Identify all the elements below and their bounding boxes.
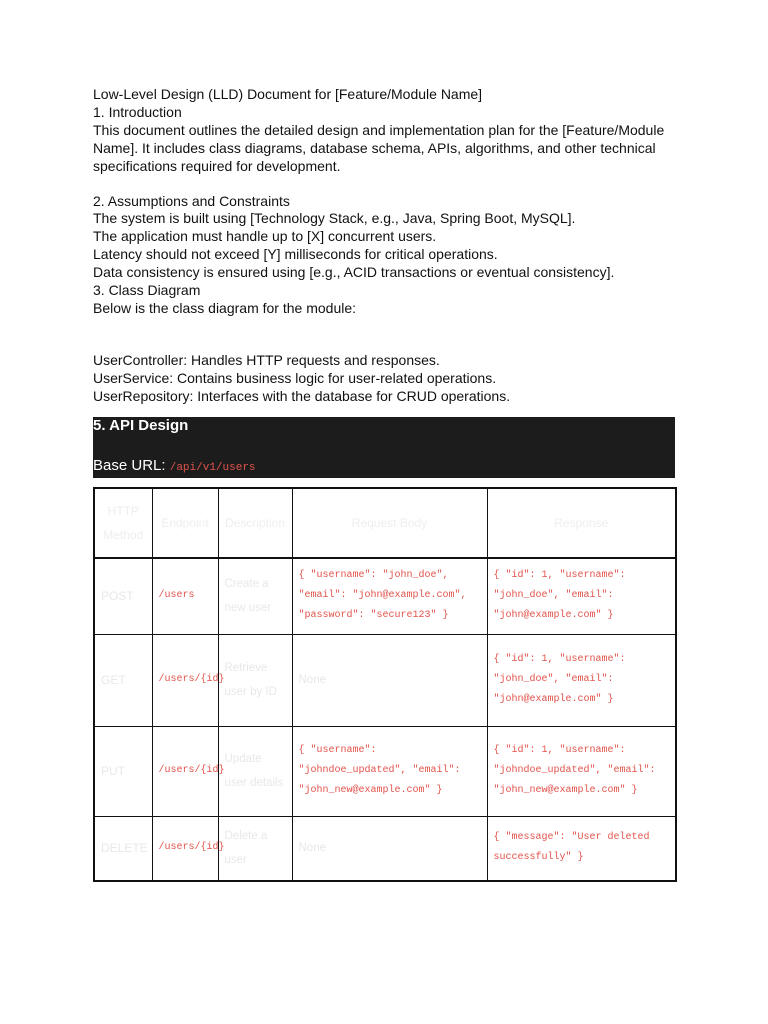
- assumptions-heading: 2. Assumptions and Constraints: [93, 192, 290, 209]
- class-item: UserService: Contains business logic for user-related operations.: [93, 369, 497, 386]
- base-url-label: Base URL:: [93, 457, 166, 474]
- table-row: [94, 816, 676, 881]
- table-row: [94, 726, 676, 816]
- class-diagram-intro: Below is the class diagram for the module:: [93, 299, 357, 316]
- table-header-row: [94, 488, 676, 558]
- api-table: [93, 487, 677, 882]
- endpoint-cell: /users/{id}: [152, 726, 218, 816]
- api-design-heading: 5. API Design: [93, 417, 189, 434]
- response-cell: { "id": 1, "username": "john_doe", "email": "john@example.com" }: [487, 634, 676, 726]
- request-body-cell: None: [292, 816, 487, 881]
- http-method-cell: DELETE: [94, 816, 152, 881]
- description-cell: Update user details: [218, 726, 292, 816]
- http-method-cell: PUT: [94, 726, 152, 816]
- endpoint-cell: /users/{id}: [152, 816, 218, 881]
- description-cell: Create a new user: [218, 558, 292, 634]
- base-url-value: /api/v1/users: [169, 462, 256, 474]
- base-url-line: [93, 457, 256, 477]
- table-row: [94, 558, 676, 634]
- request-body-cell: { "username": "johndoe_updated", "email": "john_new@example.com" }: [292, 726, 487, 816]
- document-body: [93, 86, 683, 406]
- http-method-cell: POST: [94, 558, 152, 634]
- document-title: Low-Level Design (LLD) Document for [Feature/Module Name]: [93, 86, 483, 102]
- description-cell: Delete a user: [218, 816, 292, 881]
- assumption-item: The system is built using [Technology Stack, e.g., Java, Spring Boot, MySQL].: [93, 210, 576, 227]
- request-body-cell: None: [292, 634, 487, 726]
- class-item: UserController: Handles HTTP requests and responses.: [93, 351, 440, 368]
- api-design-header: [93, 417, 675, 478]
- column-header: Description: [218, 488, 292, 558]
- response-cell: { "id": 1, "username": "john_doe", "email": "john@example.com" }: [487, 558, 676, 634]
- http-method-cell: GET: [94, 634, 152, 726]
- intro-text: This document outlines the detailed design and implementation plan for the [Feature/Module Name]. It includes class diagrams, database schema, APIs, algorithms, and other technical specifications required for development.: [93, 121, 665, 174]
- assumption-item: The application must handle up to [X] concurrent users.: [93, 228, 437, 245]
- class-item: UserRepository: Interfaces with the database for CRUD operations.: [93, 387, 511, 404]
- assumption-item: Latency should not exceed [Y] milliseconds for critical operations.: [93, 246, 498, 263]
- class-diagram-heading: 3. Class Diagram: [93, 282, 201, 299]
- column-header: Response: [487, 488, 676, 558]
- column-header: Endpoint: [152, 488, 218, 558]
- response-cell: { "message": "User deleted successfully" }: [487, 816, 676, 881]
- column-header: Request Body: [292, 488, 487, 558]
- response-cell: { "id": 1, "username": "johndoe_updated", "email": "john_new@example.com" }: [487, 726, 676, 816]
- assumption-item: Data consistency is ensured using [e.g., ACID transactions or eventual consistency].: [93, 264, 615, 281]
- table-row: [94, 634, 676, 726]
- endpoint-cell: /users: [152, 558, 218, 634]
- intro-heading: 1. Introduction: [93, 103, 182, 120]
- column-header: HTTP Method: [94, 488, 152, 558]
- endpoint-cell: /users/{id}: [152, 634, 218, 726]
- request-body-cell: { "username": "john_doe", "email": "john@example.com", "password": "secure123" }: [292, 558, 487, 634]
- description-cell: Retrieve user by ID: [218, 634, 292, 726]
